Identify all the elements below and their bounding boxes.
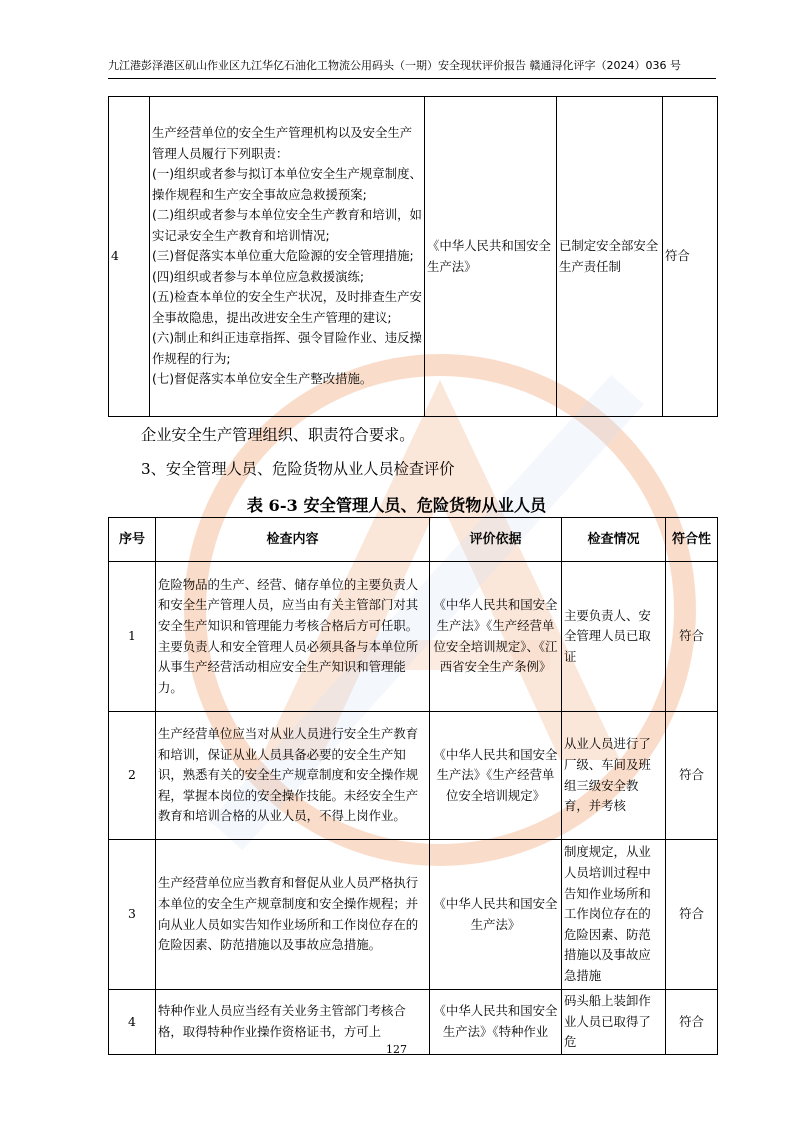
check-situation: 已制定安全部安全生产责任制 — [557, 97, 663, 417]
header-compliance: 符合性 — [666, 518, 718, 562]
report-header-title: 九江港彭泽港区矶山作业区九江华亿石油化工物流公用码头（一期）安全现状评价报告 赣通浔化评字（2024）036 号 — [108, 59, 681, 72]
duty-item: (四)组织或者参与本单位应急救援演练; — [152, 268, 365, 284]
table-row — [109, 562, 718, 712]
content-paragraph: 主要负责人和安全管理人员必须具备与本单位所从事生产经营活动相应安全生产知识和管理能力。 — [158, 638, 419, 695]
section-heading: 3、安全管理人员、危险货物从业人员检查评价 — [141, 460, 455, 478]
header-divider — [108, 78, 716, 79]
compliance-status: 符合 — [666, 562, 718, 712]
check-situation: 从业人员进行了厂级、车间及班组三级安全教育，并考核 — [562, 712, 666, 840]
evaluation-basis: 《中华人民共和国安全生产法》《生产经营单位安全培训规定》 — [430, 712, 562, 840]
duty-item: (三)督促落实本单位重大危险源的安全管理措施; — [152, 248, 414, 264]
duty-item: (七)督促落实本单位安全生产整改措施。 — [152, 371, 373, 387]
evaluation-basis: 《中华人民共和国安全生产法》《生产经营单位安全培训规定》、《江西省安全生产条例》 — [430, 562, 562, 712]
check-situation: 码头船上装卸作业人员已取得了危 — [562, 990, 666, 1055]
personnel-check-table — [108, 517, 718, 1055]
content-paragraph: 生产经营单位应当教育和督促从业人员严格执行本单位的安全生产规章制度和安全操作规程；并向从业人员如实告知作业场所和工作岗位存在的危险因素、防范措施以及事故应急措施。 — [158, 875, 419, 953]
content-paragraph: 特种作业人员应当经有关业务主管部门考核合格，取得特种作业操作资格证书，方可上 — [158, 1003, 406, 1039]
row-number: 3 — [109, 840, 156, 990]
conclusion-text: 企业安全生产管理组织、职责符合要求。 — [141, 426, 415, 444]
check-content — [156, 562, 430, 712]
evaluation-basis: 《中华人民共和国安全生产法》 — [430, 840, 562, 990]
table-row — [109, 97, 718, 417]
evaluation-basis: 《中华人民共和国安全生产法》 — [425, 97, 557, 417]
header-number: 序号 — [109, 518, 156, 562]
row-number: 4 — [109, 97, 150, 417]
row-number: 2 — [109, 712, 156, 840]
evaluation-basis: 《中华人民共和国安全生产法》《特种作业 — [430, 990, 562, 1055]
check-situation: 主要负责人、安全管理人员已取证 — [562, 562, 666, 712]
content-paragraph: 危险物品的生产、经营、储存单位的主要负责人和安全生产管理人员，应当由有关主管部门对其安全生产知识和管理能力考核合格后方可任职。 — [158, 576, 419, 633]
page-number: 127 — [386, 1043, 407, 1056]
duty-item: (二)组织或者参与本单位安全生产教育和培训，如实记录安全生产教育和培训情况; — [152, 207, 422, 243]
table-row — [109, 712, 718, 840]
row-number: 1 — [109, 562, 156, 712]
compliance-status: 符合 — [666, 712, 718, 840]
compliance-status: 符合 — [666, 840, 718, 990]
duty-item: (一)组织或者参与拟订本单位安全生产规章制度、操作规程和生产安全事故应急救援预案; — [152, 166, 422, 202]
duties-table — [108, 96, 718, 417]
table-header-row — [109, 518, 718, 562]
row-number: 4 — [109, 990, 156, 1055]
header-basis: 评价依据 — [430, 518, 562, 562]
check-situation: 制度规定，从业人员培训过程中告知作业场所和工作岗位存在的危险因素、防范措施以及事故应急措施 — [562, 840, 666, 990]
compliance-status: 符合 — [666, 990, 718, 1055]
check-content — [150, 97, 425, 417]
header-situation: 检查情况 — [562, 518, 666, 562]
duty-item: (六)制止和纠正违章指挥、强令冒险作业、违反操作规程的行为; — [152, 330, 422, 366]
duty-item: 生产经营单位的安全生产管理机构以及安全生产管理人员履行下列职责： — [152, 125, 413, 161]
check-content — [156, 840, 430, 990]
duty-item: (五)检查本单位的安全生产状况，及时排查生产安全事故隐患，提出改进安全生产管理的建议; — [152, 289, 422, 325]
table-caption: 表 6-3 安全管理人员、危险货物从业人员 — [246, 496, 547, 515]
table-row — [109, 840, 718, 990]
compliance-status: 符合 — [663, 97, 718, 417]
header-content: 检查内容 — [156, 518, 430, 562]
check-content — [156, 712, 430, 840]
content-paragraph: 生产经营单位应当对从业人员进行安全生产教育和培训，保证从业人员具备必要的安全生产知识，熟悉有关的安全生产规章制度和安全操作规程，掌握本岗位的安全操作技能。未经安全生产教育和培训合格的从业人员，不得上岗作业。 — [158, 726, 419, 824]
